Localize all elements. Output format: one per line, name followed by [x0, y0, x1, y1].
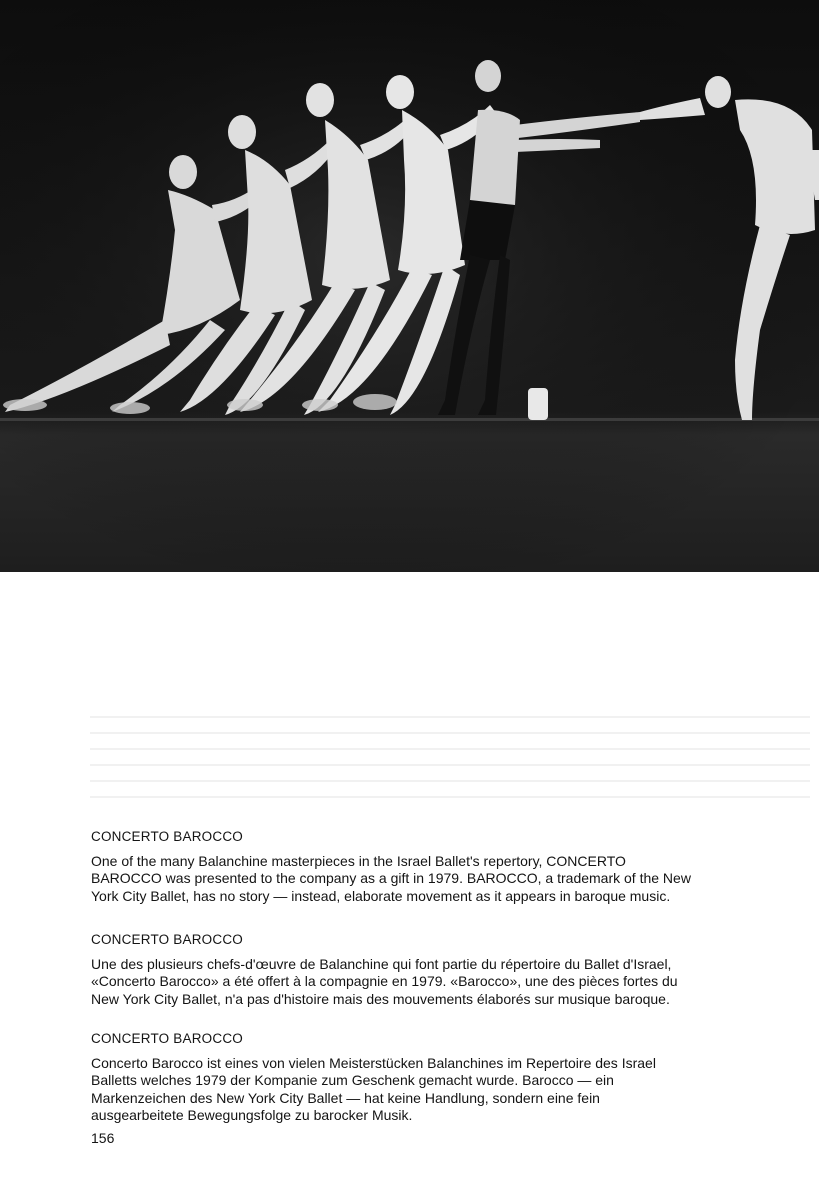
section-english — [91, 829, 791, 905]
section-heading: CONCERTO BAROCCO — [91, 1031, 243, 1046]
show-through-text — [90, 716, 810, 826]
ballet-photo — [0, 0, 819, 572]
section-heading: CONCERTO BAROCCO — [91, 932, 243, 947]
section-body: Concerto Barocco ist eines von vielen Meisterstücken Balanchines im Repertoire des Israel Balletts welches 1979 der Kompanie zum Geschenk gemacht wurde. Barocco — ein Markenzeichen des New York City Ballet — hat keine Handlung, sondern eine fein ausgearbeitete Bewegungsfolge zu barocker Musik. — [91, 1055, 656, 1123]
page-number: 156 — [91, 1130, 115, 1146]
section-german — [91, 1031, 791, 1124]
section-body: One of the many Balanchine masterpieces in the Israel Ballet's repertory, CONCERTO BAROCCO was presented to the company as a gift in 1979. BAROCCO, a trademark of the New York City Ballet, has no story — instead, elaborate movement as it appears in baroque music. — [91, 853, 691, 904]
section-body: Une des plusieurs chefs-d'œuvre de Balanchine qui font partie du répertoire du Ballet d'Israel, «Concerto Barocco» a été offert à la compagnie en 1979. «Barocco», une des pièces fortes du New York City Ballet, n'a pas d'histoire mais des mouvements élaborés sur musique baroque. — [91, 956, 678, 1007]
dancers-illustration — [0, 0, 819, 572]
section-french — [91, 932, 791, 1008]
section-heading: CONCERTO BAROCCO — [91, 829, 243, 844]
